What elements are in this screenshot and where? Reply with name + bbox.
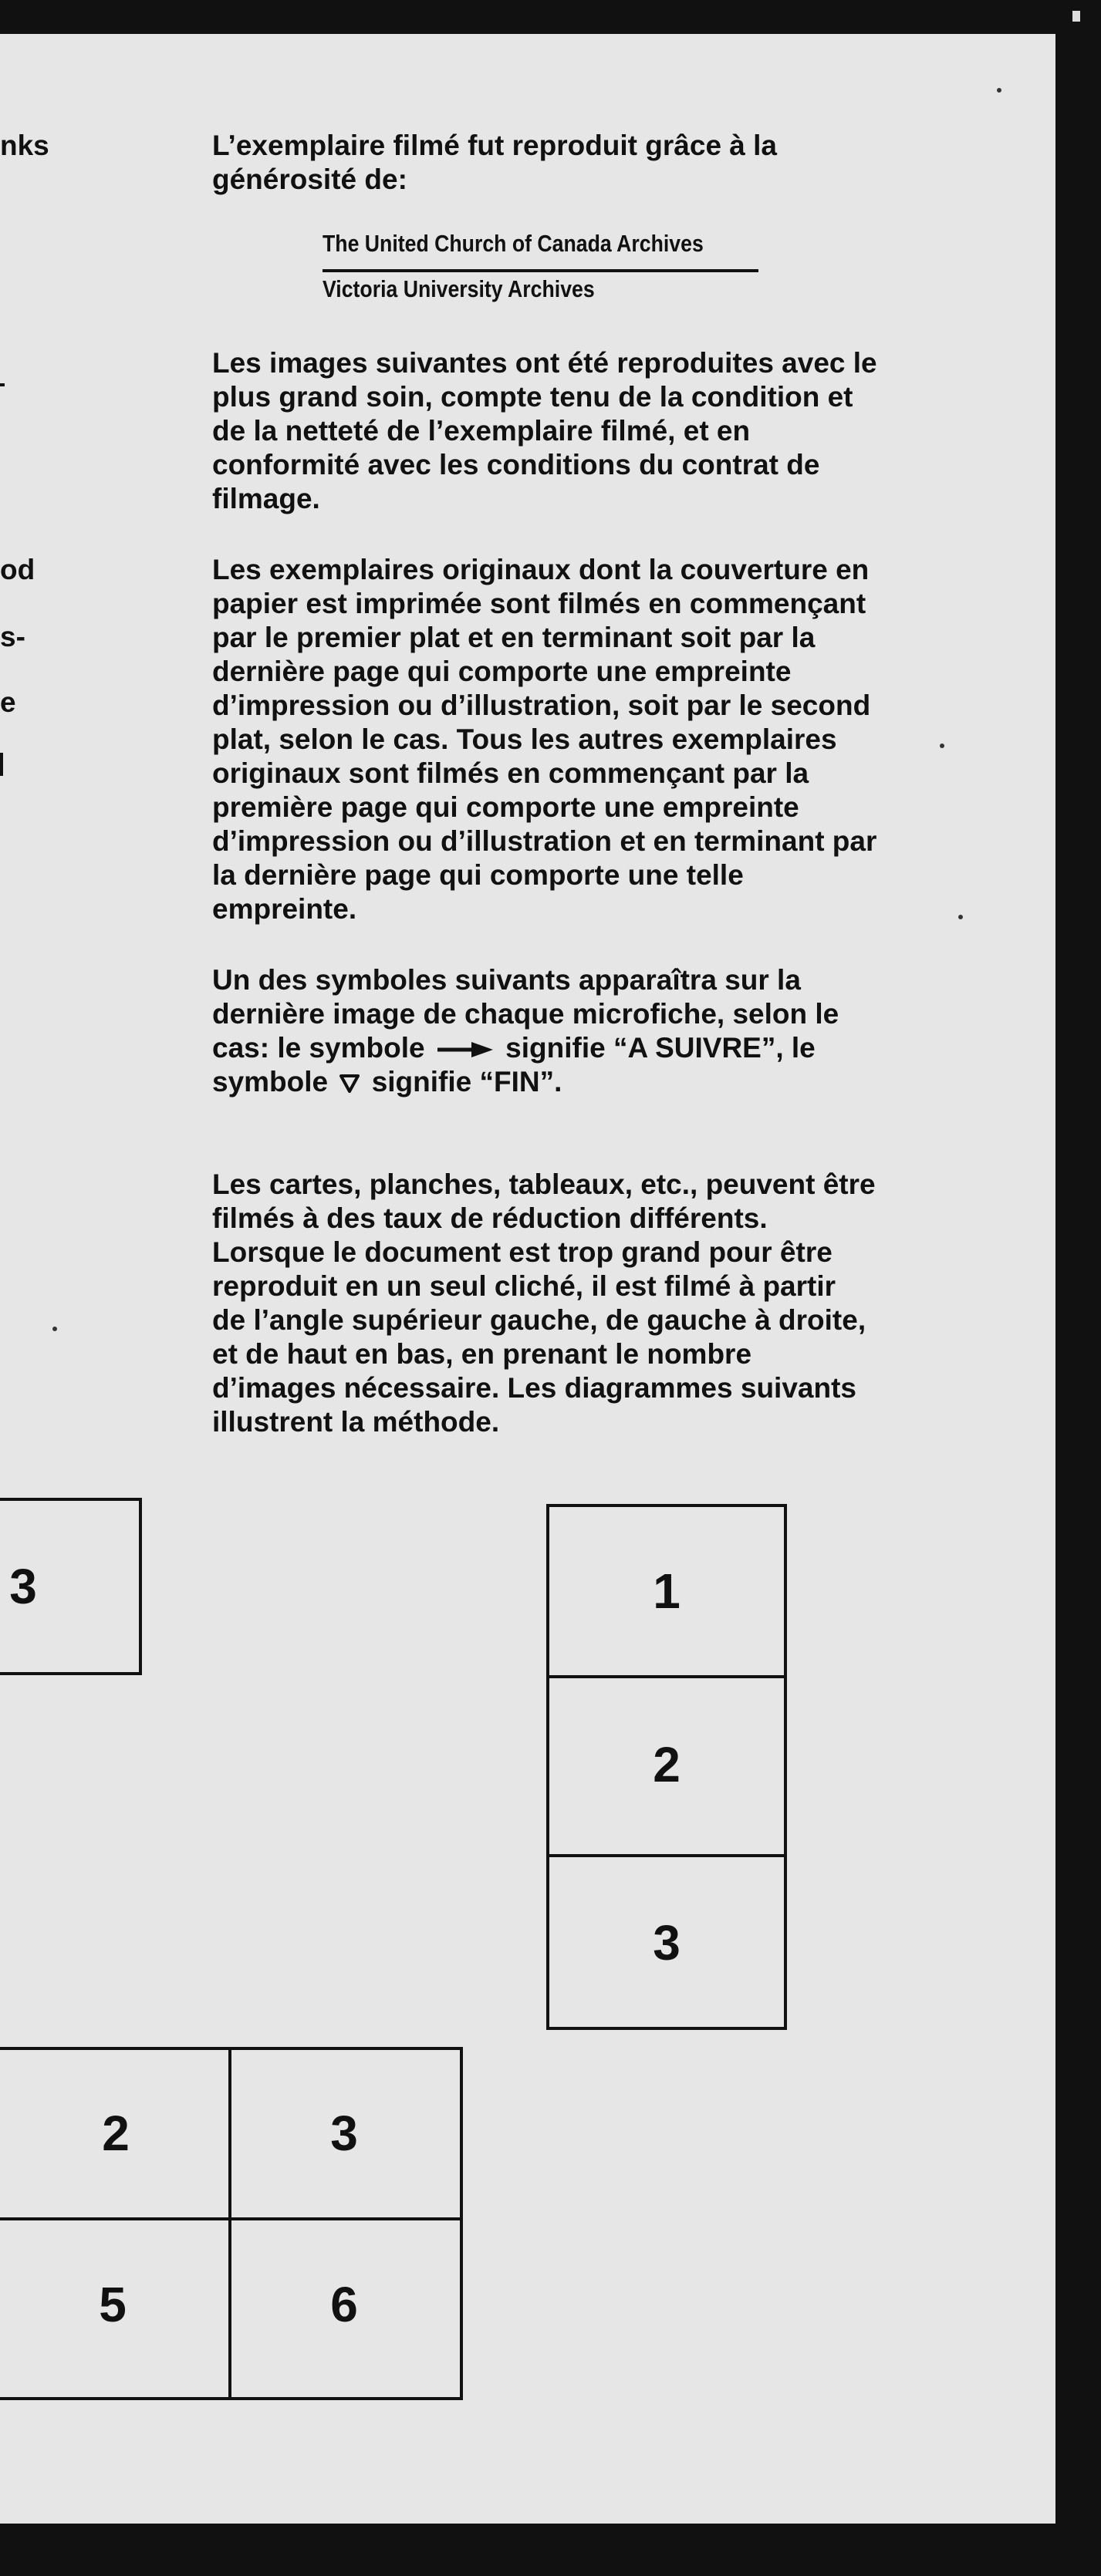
paragraph-line: de la netteté de l’exemplaire filmé, et en (212, 415, 751, 447)
paragraph-line: empreinte. (212, 893, 357, 925)
paragraph-line (212, 1031, 816, 1065)
archive-divider (323, 269, 758, 272)
line-text: cas: le symbole (212, 1032, 425, 1064)
paragraph-line: Les exemplaires originaux dont la couverture en (212, 554, 870, 585)
paragraph-line: première page qui comporte une empreinte (212, 791, 799, 823)
paragraph-line: Les cartes, planches, tableaux, etc., peuvent être (212, 1168, 876, 1200)
diagram-number: 2 (102, 2106, 130, 2161)
speck (52, 1327, 57, 1331)
paragraph-line (212, 1065, 562, 1099)
diagram-number: 3 (653, 1915, 681, 1971)
paragraph-line: d’impression ou d’illustration, soit par le second (212, 690, 871, 721)
document-page (0, 34, 1055, 2524)
diagram-number: 3 (330, 2106, 358, 2161)
line-text: signifie “A SUIVRE”, le (505, 1032, 816, 1064)
diagram-number: 5 (99, 2277, 127, 2332)
diagram-number: 1 (653, 1563, 681, 1619)
paragraph-line: Lorsque le document est trop grand pour être (212, 1236, 833, 1268)
heading-line: générosité de: (212, 164, 407, 195)
heading-line: L’exemplaire filmé fut reproduit grâce à la (212, 130, 778, 161)
paragraph-line: plat, selon le cas. Tous les autres exemplaires (212, 723, 837, 755)
left-edge-fragment: e (0, 686, 16, 718)
left-edge-fragment: s- (0, 621, 25, 652)
diagram-number: 3 (9, 1559, 37, 1614)
diagram-divider (546, 1675, 787, 1678)
paragraph-line: conformité avec les conditions du contrat de (212, 449, 820, 480)
left-edge-mark (0, 383, 5, 386)
film-edge-mark (1072, 11, 1080, 22)
paragraph-line: papier est imprimée sont filmés en commençant (212, 588, 866, 619)
left-edge-fragment: od (0, 554, 35, 585)
speck (997, 88, 1001, 93)
diagram-divider (228, 2047, 231, 2400)
paragraph-line: Un des symboles suivants apparaîtra sur la (212, 964, 801, 996)
line-text: signifie “FIN”. (371, 1066, 562, 1097)
diagram-number: 6 (330, 2277, 358, 2332)
paragraph-line: illustrent la méthode. (212, 1406, 500, 1438)
paragraph-line: d’images nécessaire. Les diagrammes suivants (212, 1372, 856, 1404)
paragraph-line: dernière page qui comporte une empreinte (212, 656, 792, 687)
archive-name: The United Church of Canada Archives (323, 230, 704, 257)
paragraph-line: reproduit en un seul cliché, il est filmé à partir (212, 1270, 836, 1302)
line-text: symbole (212, 1066, 329, 1097)
paragraph-line: dernière image de chaque microfiche, selon le (212, 998, 839, 1030)
triangle-down-icon (339, 1074, 360, 1094)
arrow-right-icon (436, 1040, 495, 1059)
paragraph-line: plus grand soin, compte tenu de la condition et (212, 381, 853, 413)
paragraph-line: et de haut en bas, en prenant le nombre (212, 1338, 752, 1370)
paragraph-line: filmés à des taux de réduction différents. (212, 1202, 768, 1234)
diagram-divider (546, 1854, 787, 1857)
paragraph-line: par le premier plat et en terminant soit par la (212, 622, 816, 653)
paragraph-line: originaux sont filmés en commençant par la (212, 757, 809, 789)
paragraph-line: de l’angle supérieur gauche, de gauche à droite, (212, 1304, 866, 1336)
left-edge-fragment: nks (0, 130, 49, 161)
paragraph-line: la dernière page qui comporte une telle (212, 859, 744, 891)
left-edge-mark (0, 753, 3, 776)
diagram-divider (0, 2217, 463, 2220)
speck (940, 743, 944, 748)
diagram-grid-frame (0, 2047, 463, 2400)
diagram-number: 2 (653, 1737, 681, 1792)
archive-name: Victoria University Archives (323, 275, 595, 302)
paragraph-line: filmage. (212, 483, 320, 514)
paragraph-line: Les images suivantes ont été reproduites avec le (212, 347, 877, 379)
paragraph-line: d’impression ou d’illustration et en terminant par (212, 825, 877, 857)
speck (958, 915, 963, 919)
